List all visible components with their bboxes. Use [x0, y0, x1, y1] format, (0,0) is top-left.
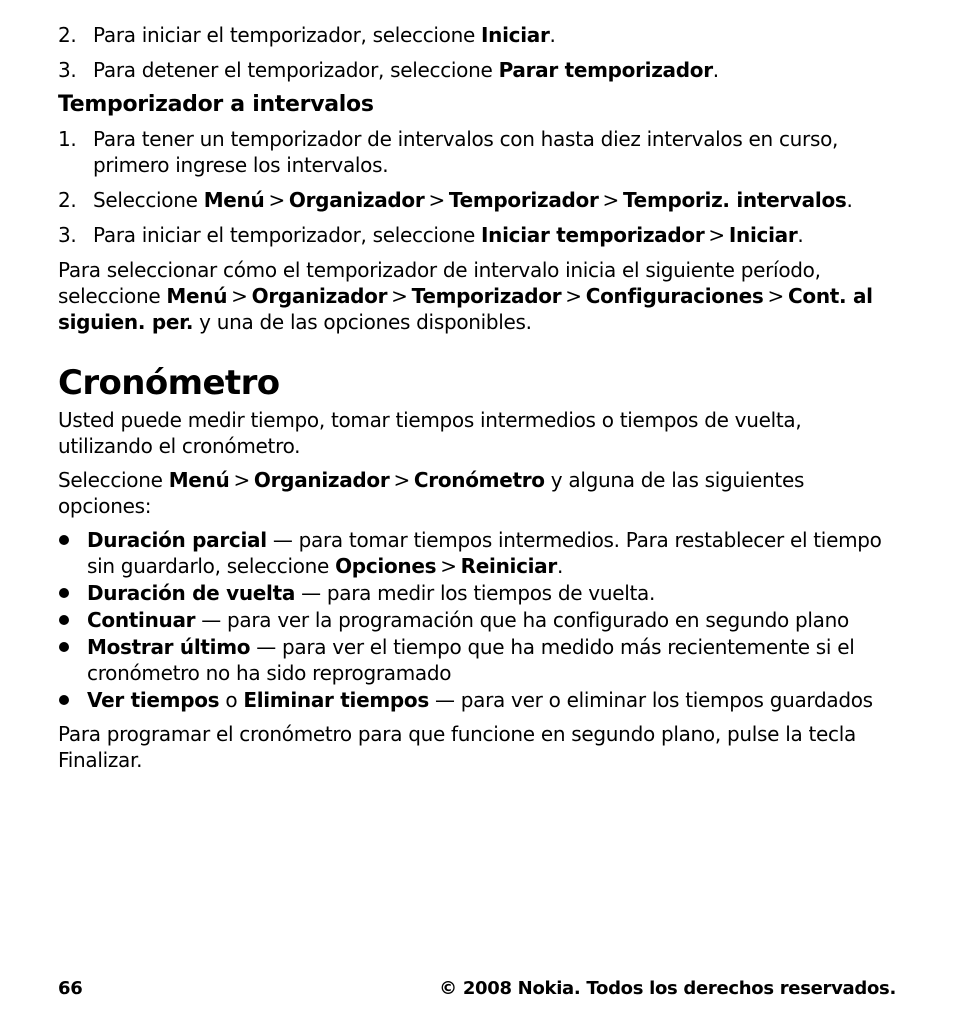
- closing-paragraph: Para programar el cronómetro para que funcione en segundo plano, pulse la tecla Finalizar.: [58, 722, 856, 772]
- interval-steps-list: [58, 126, 898, 248]
- document-page: [58, 22, 898, 781]
- page-number: 66: [58, 978, 83, 999]
- options-list: [58, 527, 898, 713]
- top-steps-list: [58, 22, 898, 83]
- section-heading: Temporizador a intervalos: [58, 92, 374, 117]
- bullet-icon: [59, 642, 69, 652]
- list-item: 3. Para iniciar el temporizador, seleccione Iniciar temporizador > Iniciar.: [58, 223, 804, 247]
- interval-config-paragraph: Para seleccionar cómo el temporizador de intervalo inicia el siguiente período, seleccione Menú > Organizador > Temporizador > Configuraciones > Cont. al siguien. per. y una de las opciones disponibles.: [58, 258, 873, 334]
- copyright-notice: © 2008 Nokia. Todos los derechos reservados.: [439, 978, 896, 999]
- intro-paragraph: Usted puede medir tiempo, tomar tiempos intermedios o tiempos de vuelta, utilizando el cronómetro.: [58, 408, 802, 458]
- list-item: 2. Seleccione Menú > Organizador > Temporizador > Temporiz. intervalos.: [58, 188, 853, 212]
- list-item: Mostrar último — para ver el tiempo que ha medido más recientemente si el cronómetro no ha sido reprogramado: [58, 634, 898, 686]
- select-paragraph: Seleccione Menú > Organizador > Cronómetro y alguna de las siguientes opciones:: [58, 468, 805, 518]
- bullet-icon: [59, 588, 69, 598]
- list-item: Duración parcial — para tomar tiempos intermedios. Para restablecer el tiempo sin guardarlo, seleccione Opciones > Reiniciar.: [58, 527, 898, 579]
- list-item: 1. Para tener un temporizador de intervalos con hasta diez intervalos en curso, primero ingrese los intervalos.: [58, 127, 839, 177]
- list-item: 3. Para detener el temporizador, seleccione Parar temporizador.: [58, 58, 719, 82]
- list-item: Duración de vuelta — para medir los tiempos de vuelta.: [58, 580, 898, 606]
- list-item: 2. Para iniciar el temporizador, seleccione Iniciar.: [58, 23, 556, 47]
- list-item: Ver tiempos o Eliminar tiempos — para ver o eliminar los tiempos guardados: [58, 687, 898, 713]
- bullet-icon: [59, 535, 69, 545]
- page-footer: [58, 978, 896, 999]
- section-title: Cronómetro: [58, 363, 280, 403]
- bullet-icon: [59, 615, 69, 625]
- list-item: Continuar — para ver la programación que ha configurado en segundo plano: [58, 607, 898, 633]
- bullet-icon: [59, 695, 69, 705]
